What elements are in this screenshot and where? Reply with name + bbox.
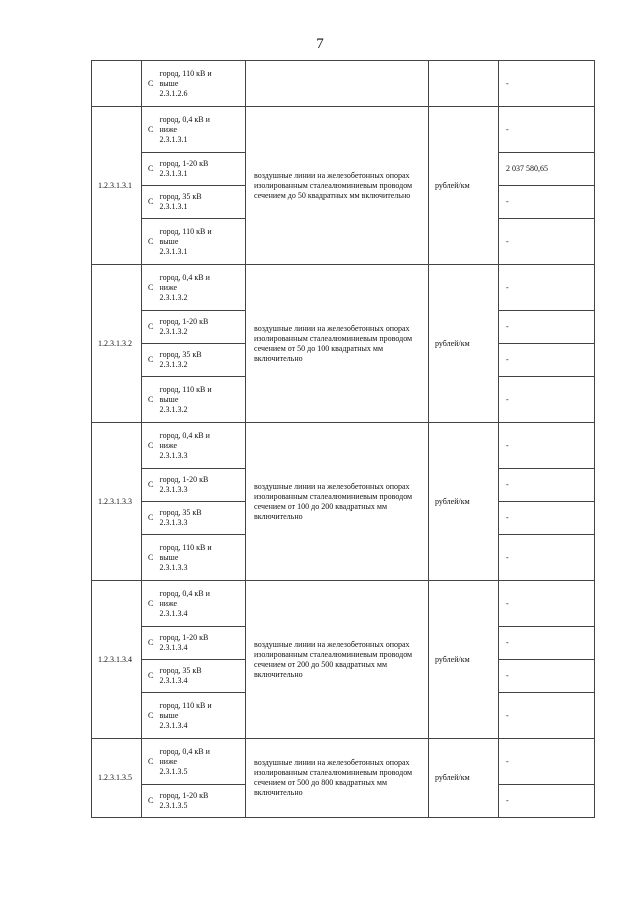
item-code: 1.2.3.1.3.1 xyxy=(92,107,142,265)
unit: рублей/км xyxy=(429,423,499,581)
category-marker: С xyxy=(142,219,160,265)
line-description: воздушные линии на железобетонных опорах изолированным сталеалюминиевым проводом сечением от 50 до 100 квадратных мм включительно xyxy=(246,265,429,423)
category-marker: С xyxy=(142,311,160,344)
voltage-level-line: город, 0,4 кВ и xyxy=(159,114,210,124)
category-marker: С xyxy=(142,107,160,153)
voltage-level-line: выше xyxy=(159,78,179,88)
voltage-level-line: 2.3.1.3.2 xyxy=(159,360,188,369)
voltage-level xyxy=(160,502,246,535)
unit: рублей/км xyxy=(429,265,499,423)
table-row xyxy=(92,265,595,311)
voltage-level-line: 2.3.1.3.1 xyxy=(159,202,188,211)
voltage-level-line: 2.3.1.3.1 xyxy=(159,169,188,178)
voltage-level xyxy=(160,311,246,344)
item-code: 1.2.3.1.3.3 xyxy=(92,423,142,581)
voltage-level-line: ниже xyxy=(159,124,178,134)
voltage-level-line: 2.3.1.3.1 xyxy=(159,134,188,144)
table-row xyxy=(92,581,595,627)
voltage-level xyxy=(160,107,246,153)
voltage-level-line: выше xyxy=(159,552,179,562)
voltage-level-line: ниже xyxy=(159,598,178,608)
voltage-level xyxy=(160,265,246,311)
rate-value: - xyxy=(499,502,595,535)
voltage-level-line: город, 35 кВ xyxy=(159,508,202,517)
voltage-level xyxy=(160,581,246,627)
category-marker: С xyxy=(142,469,160,502)
voltage-level-line: 2.3.1.3.2 xyxy=(159,404,188,414)
voltage-level-line: 2.3.1.3.3 xyxy=(159,562,188,572)
voltage-level-line: город, 110 кВ и xyxy=(159,68,212,78)
voltage-level xyxy=(160,61,246,107)
rate-value: - xyxy=(499,265,595,311)
voltage-level-line: 2.3.1.2.6 xyxy=(159,88,188,98)
category-marker: С xyxy=(142,502,160,535)
category-marker: С xyxy=(142,186,160,219)
rate-value: - xyxy=(499,581,595,627)
rate-value: - xyxy=(499,627,595,660)
voltage-level xyxy=(160,739,246,785)
voltage-level-line: город, 110 кВ и xyxy=(159,226,212,236)
table-row xyxy=(92,107,595,153)
voltage-level-line: 2.3.1.3.5 xyxy=(159,766,188,776)
voltage-level-line: выше xyxy=(159,236,179,246)
voltage-level-line: город, 0,4 кВ и xyxy=(159,746,210,756)
voltage-level xyxy=(160,153,246,186)
voltage-level-line: город, 1-20 кВ xyxy=(159,791,209,800)
unit: рублей/км xyxy=(429,581,499,739)
rate-value: - xyxy=(499,186,595,219)
rate-value: - xyxy=(499,219,595,265)
category-marker: С xyxy=(142,423,160,469)
voltage-level xyxy=(160,627,246,660)
voltage-level-line: город, 1-20 кВ xyxy=(159,317,209,326)
category-marker: С xyxy=(142,377,160,423)
line-description: воздушные линии на железобетонных опорах изолированным сталеалюминиевым проводом сечением до 50 квадратных мм включительно xyxy=(246,107,429,265)
item-code: 1.2.3.1.3.5 xyxy=(92,739,142,818)
voltage-level-line: 2.3.1.3.3 xyxy=(159,450,188,460)
tariff-table xyxy=(91,60,595,818)
voltage-level-line: 2.3.1.3.2 xyxy=(159,327,188,336)
voltage-level-line: ниже xyxy=(159,440,178,450)
category-marker: С xyxy=(142,581,160,627)
category-marker: С xyxy=(142,660,160,693)
voltage-level-line: 2.3.1.3.3 xyxy=(159,485,188,494)
voltage-level-line: 2.3.1.3.4 xyxy=(159,720,188,730)
line-description: воздушные линии на железобетонных опорах изолированным сталеалюминиевым проводом сечением от 500 до 800 квадратных мм включительно xyxy=(246,739,429,818)
line-description xyxy=(246,61,429,107)
rate-value: - xyxy=(499,660,595,693)
voltage-level-line: 2.3.1.3.2 xyxy=(159,292,188,302)
line-description: воздушные линии на железобетонных опорах изолированным сталеалюминиевым проводом сечением от 200 до 500 квадратных мм включительно xyxy=(246,581,429,739)
voltage-level xyxy=(160,423,246,469)
category-marker: С xyxy=(142,627,160,660)
line-description: воздушные линии на железобетонных опорах изолированным сталеалюминиевым проводом сечением от 100 до 200 квадратных мм включительно xyxy=(246,423,429,581)
voltage-level-line: выше xyxy=(159,710,179,720)
item-code xyxy=(92,61,142,107)
voltage-level-line: выше xyxy=(159,394,179,404)
category-marker: С xyxy=(142,535,160,581)
voltage-level-line: город, 0,4 кВ и xyxy=(159,430,210,440)
voltage-level xyxy=(160,377,246,423)
table-row xyxy=(92,61,595,107)
category-marker: С xyxy=(142,153,160,186)
voltage-level-line: город, 1-20 кВ xyxy=(159,159,209,168)
category-marker: С xyxy=(142,739,160,785)
voltage-level-line: 2.3.1.3.4 xyxy=(159,643,188,652)
voltage-level xyxy=(160,344,246,377)
voltage-level xyxy=(160,219,246,265)
voltage-level-line: ниже xyxy=(159,282,178,292)
rate-value: - xyxy=(499,785,595,818)
table-row xyxy=(92,423,595,469)
voltage-level-line: город, 110 кВ и xyxy=(159,700,212,710)
voltage-level-line: 2.3.1.3.4 xyxy=(159,676,188,685)
category-marker: С xyxy=(142,785,160,818)
voltage-level xyxy=(160,186,246,219)
rate-value: - xyxy=(499,469,595,502)
unit: рублей/км xyxy=(429,107,499,265)
voltage-level-line: 2.3.1.3.1 xyxy=(159,246,188,256)
voltage-level-line: 2.3.1.3.3 xyxy=(159,518,188,527)
voltage-level-line: город, 0,4 кВ и xyxy=(159,588,210,598)
voltage-level-line: город, 35 кВ xyxy=(159,666,202,675)
voltage-level-line: город, 1-20 кВ xyxy=(159,475,209,484)
item-code: 1.2.3.1.3.4 xyxy=(92,581,142,739)
voltage-level-line: город, 0,4 кВ и xyxy=(159,272,210,282)
category-marker: С xyxy=(142,265,160,311)
voltage-level xyxy=(160,535,246,581)
voltage-level-line: город, 1-20 кВ xyxy=(159,633,209,642)
voltage-level xyxy=(160,693,246,739)
category-marker: С xyxy=(142,61,160,107)
unit xyxy=(429,61,499,107)
rate-value: - xyxy=(499,311,595,344)
voltage-level-line: ниже xyxy=(159,756,178,766)
voltage-level-line: город, 110 кВ и xyxy=(159,542,212,552)
rate-value: - xyxy=(499,535,595,581)
voltage-level-line: 2.3.1.3.4 xyxy=(159,608,188,618)
rate-value: - xyxy=(499,423,595,469)
item-code: 1.2.3.1.3.2 xyxy=(92,265,142,423)
voltage-level xyxy=(160,469,246,502)
rate-value: - xyxy=(499,377,595,423)
voltage-level-line: город, 35 кВ xyxy=(159,350,202,359)
table-row xyxy=(92,739,595,785)
rate-value: - xyxy=(499,739,595,785)
page-number: 7 xyxy=(316,36,324,52)
rate-value: - xyxy=(499,61,595,107)
rate-value: 2 037 580,65 xyxy=(499,153,595,186)
category-marker: С xyxy=(142,693,160,739)
unit: рублей/км xyxy=(429,739,499,818)
voltage-level xyxy=(160,660,246,693)
voltage-level xyxy=(160,785,246,818)
voltage-level-line: 2.3.1.3.5 xyxy=(159,801,188,810)
voltage-level-line: город, 35 кВ xyxy=(159,192,202,201)
category-marker: С xyxy=(142,344,160,377)
voltage-level-line: город, 110 кВ и xyxy=(159,384,212,394)
rate-value: - xyxy=(499,693,595,739)
rate-value: - xyxy=(499,107,595,153)
rate-value: - xyxy=(499,344,595,377)
